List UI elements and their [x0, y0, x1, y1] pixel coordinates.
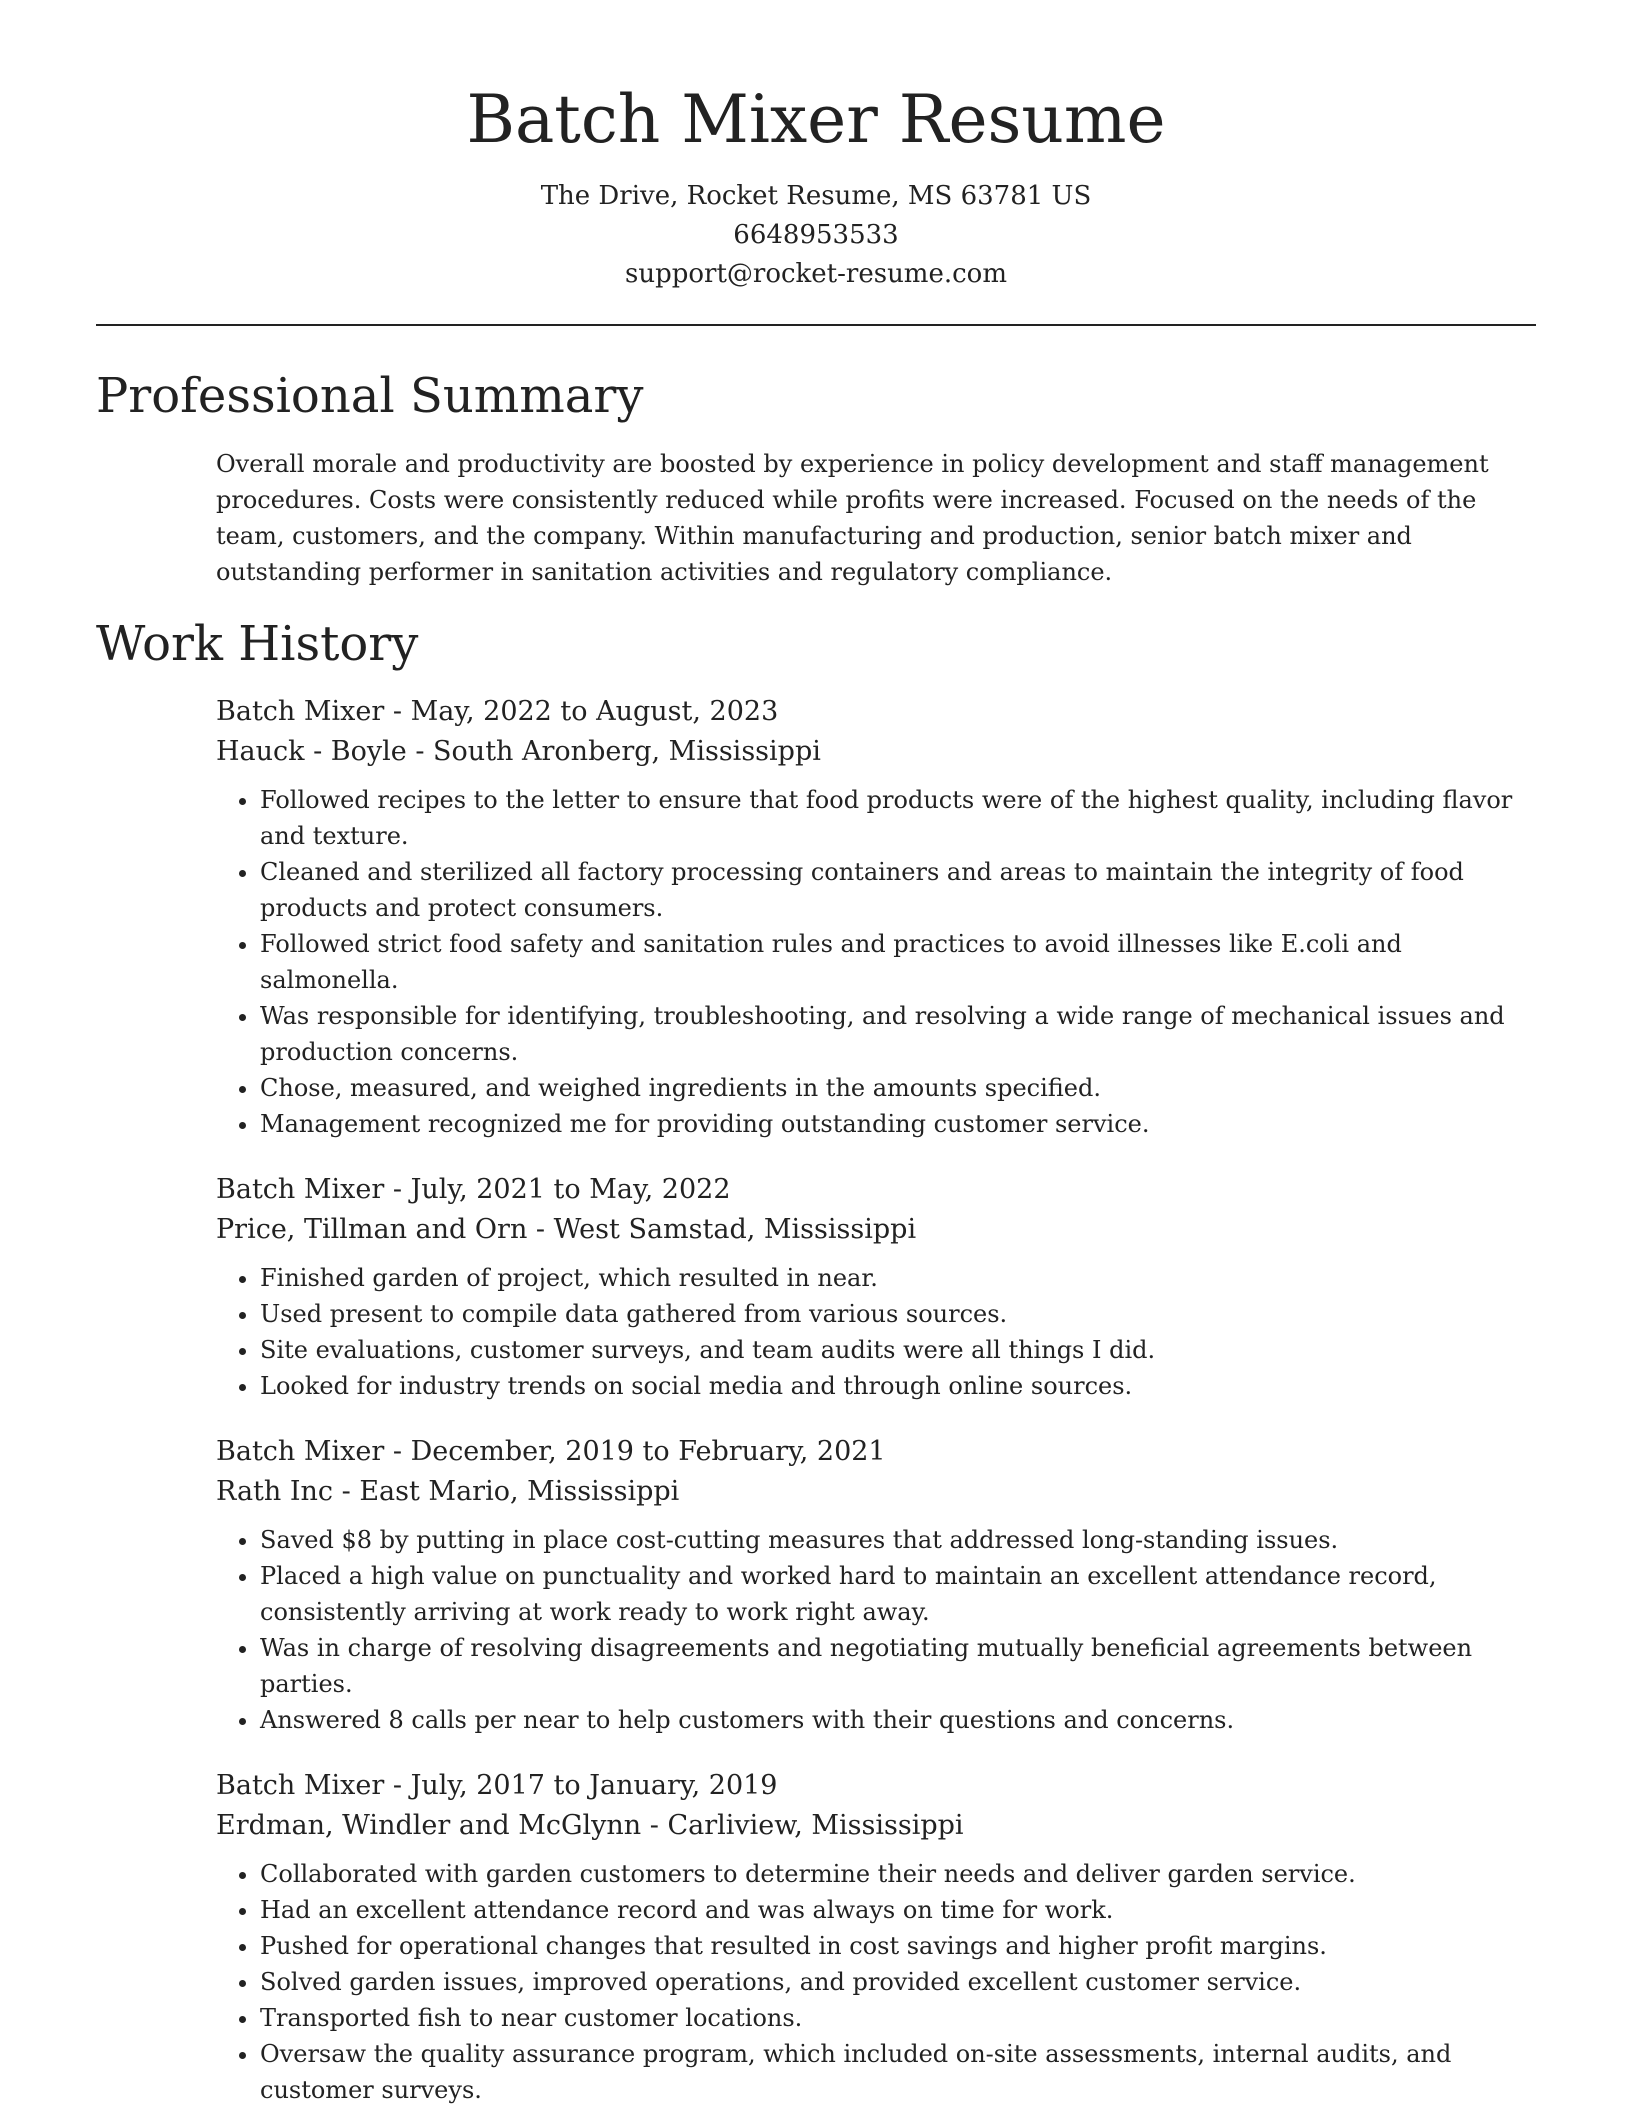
- phone: 6648953533: [733, 220, 899, 251]
- job-bullet: • Finished garden of project, which resulted in near.: [260, 1260, 1536, 1296]
- resume-header: [0, 0, 1632, 294]
- job-title-line: Batch Mixer - July, 2021 to May, 2022: [216, 1174, 731, 1206]
- job-bullet: • Chose, measured, and weighed ingredients in the amounts specified.: [260, 1070, 1536, 1106]
- job-bullet: • Was responsible for identifying, troubleshooting, and resolving a wide range of mechanical issues and production concerns.: [260, 998, 1536, 1070]
- job-bullet: • Transported fish to near customer locations.: [260, 2000, 1536, 2036]
- job-bullet: • Looked for industry trends on social media and through online sources.: [260, 1368, 1536, 1404]
- job-bullet: • Had an excellent attendance record and was always on time for work.: [260, 1892, 1536, 1928]
- job-bullet: • Oversaw the quality assurance program, which included on-site assessments, internal audits, and customer surveys.: [260, 2036, 1536, 2108]
- job-bullet: • Saved $8 by putting in place cost-cutting measures that addressed long-standing issues.: [260, 1522, 1536, 1558]
- job-bullet: • Management recognized me for providing outstanding customer service.: [260, 1106, 1536, 1142]
- summary-text: Overall morale and productivity are boosted by experience in policy development and staff management procedures. Costs were consistently reduced while profits were increased. Focused on the needs of the team, customers, and the company. Within manufacturing and production, senior batch mixer and outstanding performer in sanitation activities and regulatory compliance.: [216, 450, 1489, 587]
- address: The Drive, Rocket Resume, MS 63781 US: [540, 181, 1092, 212]
- job-company-line: Rath Inc - East Mario, Mississippi: [216, 1476, 680, 1508]
- job-bullet: • Placed a high value on punctuality and worked hard to maintain an excellent attendance record, consistently arriving at work ready to work right away.: [260, 1558, 1536, 1630]
- job-title-line: Batch Mixer - July, 2017 to January, 2019: [216, 1770, 778, 1802]
- job-title-line: Batch Mixer - December, 2019 to February, 2021: [216, 1436, 886, 1468]
- job-company-line: Hauck - Boyle - South Aronberg, Mississippi: [216, 736, 821, 768]
- job-entry: [216, 1432, 1536, 1738]
- job-bullet: • Answered 8 calls per near to help customers with their questions and concerns.: [260, 1702, 1536, 1738]
- email: support@rocket-resume.com: [624, 259, 1007, 290]
- job-bullet: • Was in charge of resolving disagreements and negotiating mutually beneficial agreements between parties.: [260, 1630, 1536, 1702]
- contact-block: [0, 177, 1632, 294]
- job-bullet: • Used present to compile data gathered from various sources.: [260, 1296, 1536, 1332]
- job-company-line: Price, Tillman and Orn - West Samstad, Mississippi: [216, 1214, 917, 1246]
- header-divider: [96, 324, 1536, 326]
- summary-heading: Professional Summary: [96, 368, 644, 425]
- job-bullets: [216, 1856, 1536, 2108]
- job-bullet: • Solved garden issues, improved operations, and provided excellent customer service.: [260, 1964, 1536, 2000]
- job-title-line: Batch Mixer - May, 2022 to August, 2023: [216, 696, 779, 728]
- job-bullet: • Followed strict food safety and sanitation rules and practices to avoid illnesses like E.coli and salmonella.: [260, 926, 1536, 998]
- job-entry: [216, 1766, 1536, 2108]
- job-bullet: • Collaborated with garden customers to determine their needs and deliver garden service.: [260, 1856, 1536, 1892]
- job-company-line: Erdman, Windler and McGlynn - Carliview, Mississippi: [216, 1810, 964, 1842]
- work-history-heading: Work History: [96, 616, 419, 673]
- job-bullet: • Pushed for operational changes that resulted in cost savings and higher profit margins.: [260, 1928, 1536, 1964]
- resume-title: Batch Mixer Resume: [466, 81, 1166, 158]
- job-bullets: [216, 1522, 1536, 1738]
- job-entry: [216, 692, 1536, 1142]
- job-bullet: • Cleaned and sterilized all factory processing containers and areas to maintain the integrity of food products and protect consumers.: [260, 854, 1536, 926]
- job-bullets: [216, 1260, 1536, 1404]
- job-bullet: • Followed recipes to the letter to ensure that food products were of the highest quality, including flavor and texture.: [260, 782, 1536, 854]
- job-bullet: • Site evaluations, customer surveys, and team audits were all things I did.: [260, 1332, 1536, 1368]
- job-entry: [216, 1170, 1536, 1404]
- job-bullets: [216, 782, 1536, 1142]
